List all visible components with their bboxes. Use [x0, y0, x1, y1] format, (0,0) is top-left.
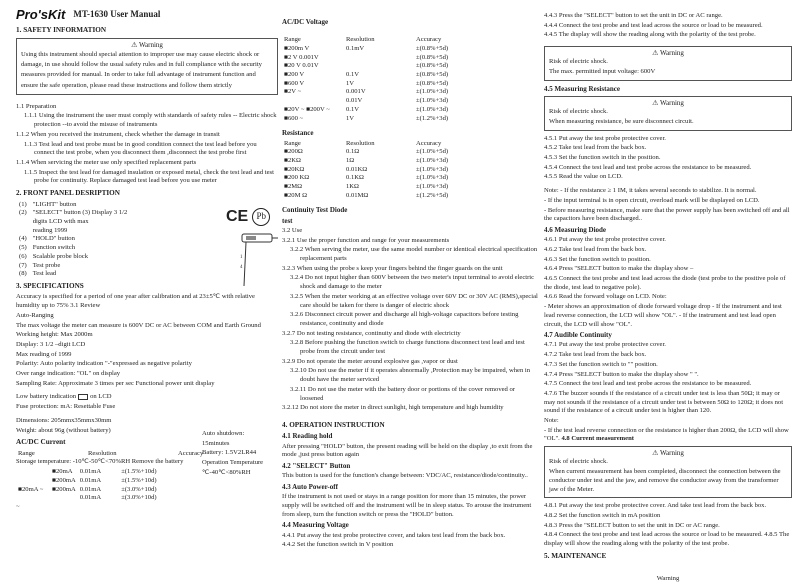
table-row: ■20mA ~ ■200mA 0.01mA ±(3.0%+10d)	[18, 485, 157, 493]
battery-icon	[78, 394, 88, 400]
spec-item: The max voltage the meter can measure is 600V DC or AC between COM and Earth Ground	[16, 321, 261, 329]
prep-item: 1.1 Preparation	[16, 102, 57, 110]
table-row: ■600 ~ 1V ±(1.2%+3d)	[284, 114, 449, 122]
list-item: digits LCD with max	[32, 218, 89, 225]
measuring-diode-heading: 4.6 Measuring Diode	[544, 225, 607, 234]
manual-header	[16, 6, 278, 23]
auto-power-off-text: If the instrument is not used or stays in a range position for more than 15 minutes, the power supply will be switched off and the instrument will be in sleep status. To arouse the instrument from sleep, turn the function switch or press the "HOLD" button.	[282, 493, 532, 518]
spec-item: Auto-Ranging	[16, 311, 54, 319]
spec-item: Max reading of 1999	[16, 350, 72, 358]
front-panel-list	[16, 201, 130, 279]
table-row: ■2 V 0.001V ±(0.8%+5d)	[284, 53, 449, 61]
prep-item: 1.1.5 Inspect the test lead for damaged insulation or exposed metal, check the test lead and test probe for continuity. Replace damaged test lead before you use meter	[24, 168, 274, 185]
table-row: 0.01V ±(1.0%+3d)	[346, 97, 449, 105]
voltage-step: 4.4.3 Press the "SELECT" button to set the unit in DC or AC range.	[544, 12, 723, 19]
list-item: (5) Function switch	[19, 244, 76, 252]
warning-text: Using this instrument should special attention to improper use may cause electric shock or damage, in use should follow the usual safety rules and in full compliance with the security measures provided for manual. In order to take full advantage of instrument function and ensure the safe operation, please read these instructions and follow them strictly	[21, 50, 262, 89]
certification-marks	[226, 206, 270, 227]
section-specifications-heading: 3. SPECIFICATIONS	[16, 281, 84, 290]
voltage-warning-box: ⚠ Warning Risk of electric shock. The max. permitted input voltage: 600V	[544, 46, 792, 81]
ac-dc-current-heading: AC/DC Current	[16, 438, 66, 447]
ac-tilde: ~	[16, 502, 20, 510]
prep-item: 1.1.3 Test lead and test probe must be in good condition connect the test lead before you connect the test probe, when you disconnect them ,disconnect the test probe first	[24, 140, 257, 157]
table-row: 0.01mA ±(3.0%+10d)	[79, 494, 157, 502]
continuity-heading: Continuity Test Diode	[282, 206, 348, 215]
measuring-voltage-heading: 4.4 Measuring Voltage	[282, 521, 349, 530]
audible-continuity-heading: 4.7 Audible Continuity	[544, 331, 612, 340]
list-item: (1) "LIGHT" button	[19, 200, 77, 208]
use-item: 3.2.11 Do not use the meter with the battery door or portions of the cover removed or loosened	[290, 385, 515, 402]
ac-dc-voltage-heading: AC/DC Voltage	[282, 18, 329, 26]
table-row: ■20 V 0.01V ±(0.8%+5d)	[284, 62, 449, 70]
prep-item: 1.1.1 Using the instrument the user must comply with standards of safety rules -- Electric shock protection --to avoid the misuse of instruments	[24, 112, 277, 129]
resistance-heading: Resistance	[282, 129, 314, 138]
operation-temp-value: ℃-40℃<80%RH	[202, 468, 251, 476]
table-row: ■2MΩ 1KΩ ±(1.0%+3d)	[284, 183, 449, 191]
spec-item: Working height: Max 2000m	[16, 331, 93, 339]
multimeter-pen-icon	[238, 228, 278, 288]
current-table-head: Range Resolution Accuracy	[18, 449, 204, 457]
list-item: (7) Test probe	[19, 261, 61, 269]
select-button-heading: 4.2 "SELECT" Button	[282, 462, 351, 471]
low-battery-line: Low battery indication on LCD	[16, 393, 112, 401]
resistance-steps: 4.5.1 Put away the test probe protective cover. 4.5.2 Take test lead from the back box. 4.5.3 Set the function switch in the position. 4.5.4 Connect the test lead and test probe across the resistance to be measured. 4.5.5 Read the value on LCD.	[544, 134, 752, 181]
table-row: ■600 V 1V ±(0.8%+5d)	[284, 79, 449, 87]
list-item: (2) "SELECT" button (3) Display 3 1/2	[19, 209, 128, 217]
diode-steps: 4.6.1 Put away the test probe protective cover. 4.6.2 Take test lead from the back box. 4.6.3 Set the function switch to position. 4.6.4 Press "SELECT button to make the display show – 4.6.5 Connect the test probe and test lead across the diode (test probe to the positive pole of the diode, test lead to negative pole). 4.6.6 Read the forward voltage on LCD. Note: - Meter shows an approximation of diode forward voltage drop - If the instrument and test lead reverse connection, the LCD will show "OL". - If the instrument and test lead open circuit, the LCD will show "OL".	[544, 236, 786, 328]
spec-list	[16, 293, 278, 388]
list-item: reading 1999	[32, 226, 68, 234]
fuse-line: Fuse protection: mA: Resettable Fuse	[16, 403, 116, 411]
brand-logo: Pro'sKit	[16, 7, 66, 22]
continuity-steps: 4.7.1 Put away the test probe protective cover. 4.7.2 Take test lead from the back box. 4.7.3 Set the function switch to "" position. 4.7.4 Press "SELECT button to make the display show " ". 4.7.5 Connect the test lead and test probe across the resistance to be measured. 4.7.6 The buzzer sounds if the resistance of a circuit under test is less than 50Ω; it may or may not sounds if the resistance of a circuit under test is between 50Ω to 120Ω; it does not sound if the resistance of a circuit under test is higher than 120. Note: - If the test lead reverse connection or the resistance is higher than 200Ω, the LCD will show "OL". 4.8 Current measurement	[544, 341, 789, 443]
reading-hold-text: After pressing "HOLD" button, the present reading will be held on the display ,to exit from the mode ,just press button again	[282, 442, 533, 459]
table-header-row: Range Resolution Accuracy	[284, 139, 442, 147]
spec-item: Sampling Rate: Approximate 3 times per sec Functional power unit display	[16, 379, 215, 387]
resistance-warning-box: ⚠ Warning Risk of electric shock. When measuring resistance, be sure disconnect circuit.	[544, 96, 792, 131]
table-row: ■200 V 0.1V ±(0.8%+5d)	[284, 71, 449, 79]
list-item: (8) Test lead	[19, 270, 57, 278]
use-item: 3.2.8 Before pushing the function switch to charge functions disconnect test lead and test probe from the circuit under test	[290, 339, 525, 356]
table-row: ■200mA 0.01mA ±(1.5%+10d)	[52, 476, 157, 484]
table-row: ■20mA 0.01mA ±(1.5%+10d)	[52, 468, 157, 476]
doc-title: MT-1630 User Manual	[73, 8, 161, 19]
table-row: ■20V ~ ■200V ~ 0.1V ±(1.0%+3d)	[284, 105, 449, 113]
maintenance-warning-label: Warning	[656, 575, 680, 583]
select-button-text: This button is used for the function's change between: VDC/AC, resistance/diode/continuity..	[282, 472, 528, 480]
svg-text:1: 1	[240, 255, 243, 260]
current-measurement-heading: 4.8 Current measurement	[561, 435, 634, 443]
warning-title: ⚠ Warning	[549, 49, 787, 58]
use-item: 3.2.5 When the meter working at an effective voltage over 60V DC or 30V AC (RMS),special care should be taken for there is danger of electric shock	[290, 292, 538, 309]
section-safety-heading: 1. SAFETY INFORMATION	[16, 26, 107, 35]
use-list	[282, 227, 540, 413]
current-table	[16, 468, 159, 503]
continuity-heading-test: test	[282, 216, 293, 225]
meter-illustration	[238, 228, 278, 292]
safety-warning-box	[16, 38, 278, 95]
spec-item: Display: 3 1/2 –digit LCD	[16, 340, 86, 348]
list-item: (6) Scalable probe block	[19, 252, 88, 260]
prep-item: 1.1.4 When servicing the meter use only specified replacement parts	[16, 158, 197, 166]
table-row: ■20KΩ 0.01KΩ ±(1.0%+3d)	[284, 165, 449, 173]
measuring-resistance-heading: 4.5 Measuring Resistance	[544, 84, 621, 93]
current-steps: 4.8.1 Put away the test probe protective cover. And take test lead from the back box. 4.8.2 Set the function switch in mA position 4.8.3 Press the "SELECT button to set the unit in DC or AC range. 4.8.4 Connect the test probe and test lead across the source or load to be measured. 4.8.5 The display will show the reading along with the polarity of the test probe.	[544, 502, 790, 548]
voltage-table	[282, 36, 522, 123]
dimensions-line: Dimensions: 205mmx35mmx30mm	[16, 416, 112, 424]
use-item: 3.2.4 Do not input higher than 600V between the two meter's input terminal to avoid electric shock and damage to the meter	[290, 274, 535, 291]
use-item: 3.2.7 Do not testing resistance, continuity and diode with electricity	[282, 329, 461, 337]
auto-shutdown-block: Auto shutdown: 15minutes Battery: 1.5V2LR44 Operation Temperature ℃-40℃<80%RH	[202, 430, 282, 479]
use-item: 3.2.2 When serving the meter, use the same model number or identical electrical specification replacement parts	[290, 246, 538, 262]
spec-item: Over range indication: "OL" on display	[16, 370, 121, 378]
pb-free-icon: Pb	[252, 208, 270, 226]
table-row: ■200Ω 0.1Ω ±(1.0%+5d)	[284, 148, 449, 156]
warning-title: ⚠ Warning	[21, 41, 273, 50]
column-3	[544, 0, 792, 583]
table-row: ■2KΩ 1Ω ±(1.0%+3d)	[284, 156, 449, 164]
auto-power-off-heading: 4.3 Auto Power-off	[282, 483, 338, 492]
column-2	[282, 0, 540, 569]
spec-item: Polarity: Auto polarity indication "-"expressed as negative polarity	[16, 360, 192, 368]
use-item: 3.2 Use	[282, 226, 303, 234]
use-item: 3.2.1 Use the proper function and range for your measurements	[282, 236, 450, 244]
weight-line: Weight: about 96g (without battery)	[16, 426, 111, 434]
use-item: 3.2.9 Do not operate the meter around explosive gas ,vapor or dust	[282, 357, 458, 365]
table-row: ■20M Ω 0.01MΩ ±(1.2%+5d)	[284, 191, 449, 199]
voltage-step: 4.4.1 Put away the test probe protective cover, and takes test lead from the back box.	[282, 531, 506, 539]
voltage-step: 4.4.4 Connect the test probe and test lead across the source or load to be measured.	[544, 21, 763, 29]
resistance-notes: Note: - If the resistance ≥ 1 IM, it takes several seconds to stabilize. It is normal. - If the input terminal is in open circuit, overload mark will be displayed on LCD. - Before measuring resistance, make sure that the power supply has been switched off and all the capacitors have been discharged..	[544, 187, 790, 223]
table-header-row: Range Resolution Accuracy	[284, 36, 442, 44]
svg-text:4: 4	[240, 265, 243, 270]
warning-title: ⚠ Warning	[549, 99, 787, 108]
section-front-panel-heading: 2. FRONT PANEL DESRIPTION	[16, 189, 120, 198]
use-item: 3.2.3 When using the probe s keep your fingers behind the finger guards on the unit	[282, 264, 503, 272]
ce-mark: CE	[226, 208, 249, 225]
table-row: ■200 KΩ 0.1KΩ ±(1.0%+3d)	[284, 174, 449, 182]
warning-title: ⚠ Warning	[549, 449, 787, 458]
resistance-table	[282, 140, 522, 201]
reading-hold-heading: 4.1 Reading hold	[282, 432, 333, 441]
table-row: ■200m V 0.1mV ±(0.8%+5d)	[284, 44, 449, 52]
list-item: (4) "HOLD" button	[19, 235, 75, 243]
table-row: ■2V ~ 0.001V ±(1.0%+3d)	[284, 88, 449, 96]
prep-item: 1.1.2 When you received the instrument, check whether the damage in transit	[16, 130, 220, 138]
storage-line: Storage temperature: -10℃-50℃<70%RH Remove the battery	[16, 458, 184, 466]
section-operation-heading: 4. OPERATION INSTRUCTION	[282, 420, 385, 429]
use-item: 3.2.12 Do not store the meter in direct sunlight, high temperature and high humidity	[282, 404, 504, 412]
column-1	[16, 0, 278, 569]
use-item: 3.2.6 Disconnect circuit power and discharge all high-voltage capacitors before testing resistance, continuity and diode	[290, 311, 519, 327]
use-item: 3.2.10 Do not use the meter if it operates abnormally ,Protection may be impaired, when in doubt have the meter serviced	[290, 367, 531, 384]
voltage-step: 4.4.2 Set the function switch in V position	[282, 541, 394, 549]
preparation-list	[16, 103, 278, 186]
current-warning-box: ⚠ Warning Risk of electric shock. When current measurement has been completed, disconnect the connection between the conductor under test and the jaw, and remove the conductor away from the transformer jaw of the Meter.	[544, 446, 792, 498]
voltage-step: 4.4.5 The display will show the reading along with the polarity of the test probe.	[544, 31, 756, 39]
section-maintenance-heading: 5. MAINTENANCE	[544, 551, 607, 560]
spec-item: Accuracy is specified for a period of one year after calibration and at 23±5℃ with relative humidity up to 75% 3.1 Review	[16, 293, 255, 310]
